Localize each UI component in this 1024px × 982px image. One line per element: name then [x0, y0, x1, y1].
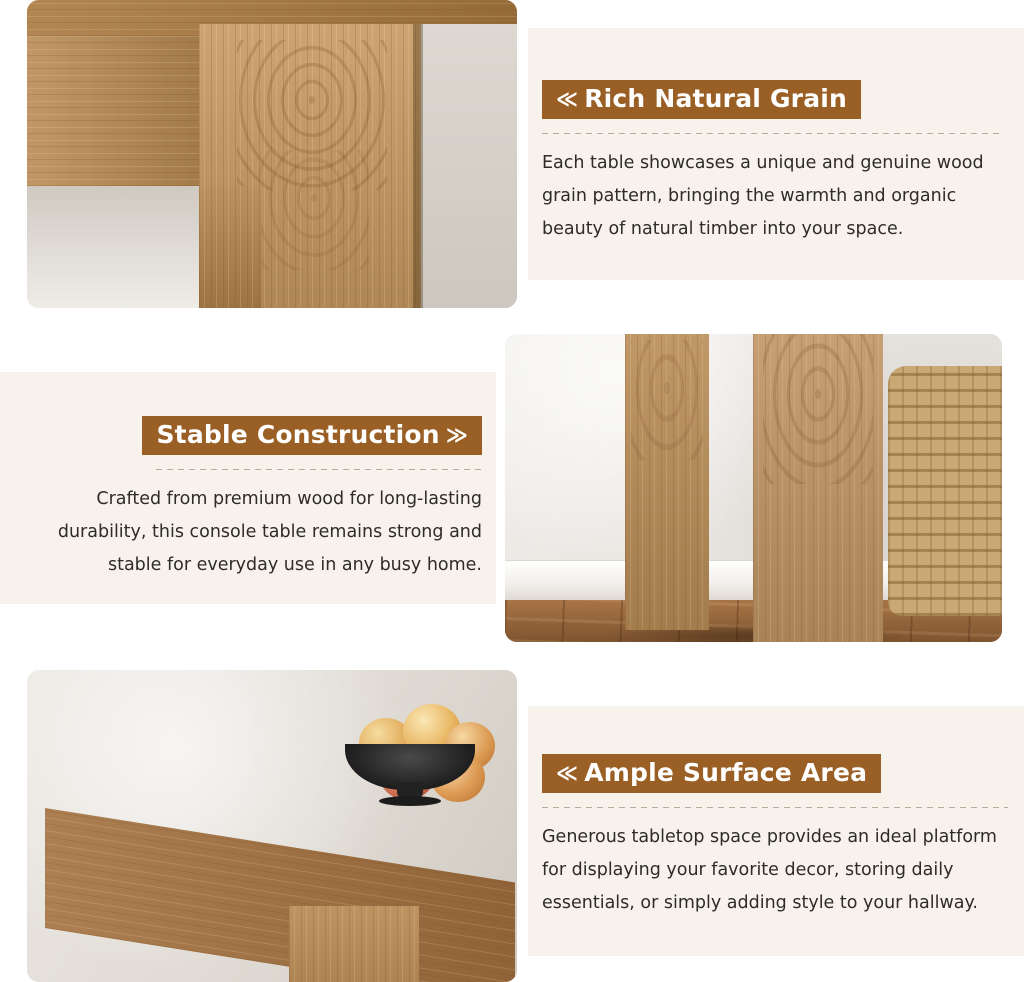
feature-body-text-stable-construction: Crafted from premium wood for long-lasting durability, this console table remains strong and stable for everyday use in any busy home.: [57, 489, 482, 575]
dashed-divider: [542, 133, 1002, 134]
feature-heading-badge-ample-surface-area: [542, 754, 881, 793]
feature-heading-text: Rich Natural Grain: [584, 84, 848, 113]
feature-body-text-rich-natural-grain: Each table showcases a unique and genuine wood grain pattern, bringing the warmth and organic beauty of natural timber into your space.: [542, 153, 984, 239]
dashed-divider: [156, 469, 482, 470]
feature-panel-ample-surface-area: [528, 706, 1024, 956]
feature-heading-badge-stable-construction: [142, 416, 482, 455]
feature-heading-text: Stable Construction: [156, 420, 440, 449]
feature-heading-badge-rich-natural-grain: [542, 80, 861, 119]
chevron-right-icon: ≫: [445, 423, 468, 447]
feature-panel-stable-construction: [0, 372, 496, 604]
feature-panel-rich-natural-grain: [528, 28, 1024, 280]
chevron-left-icon: ≪: [556, 87, 579, 111]
feature-body-text-ample-surface-area: Generous tabletop space provides an ideal platform for displaying your favorite decor, storing daily essentials, or simply adding style to your hallway.: [542, 827, 997, 913]
chevron-left-icon: ≪: [556, 761, 579, 785]
dashed-divider: [542, 807, 1008, 808]
feature-image-ample-surface-area: [27, 670, 517, 982]
feature-image-rich-natural-grain: [27, 0, 517, 308]
feature-image-stable-construction: [505, 334, 1002, 642]
feature-heading-text: Ample Surface Area: [584, 758, 868, 787]
